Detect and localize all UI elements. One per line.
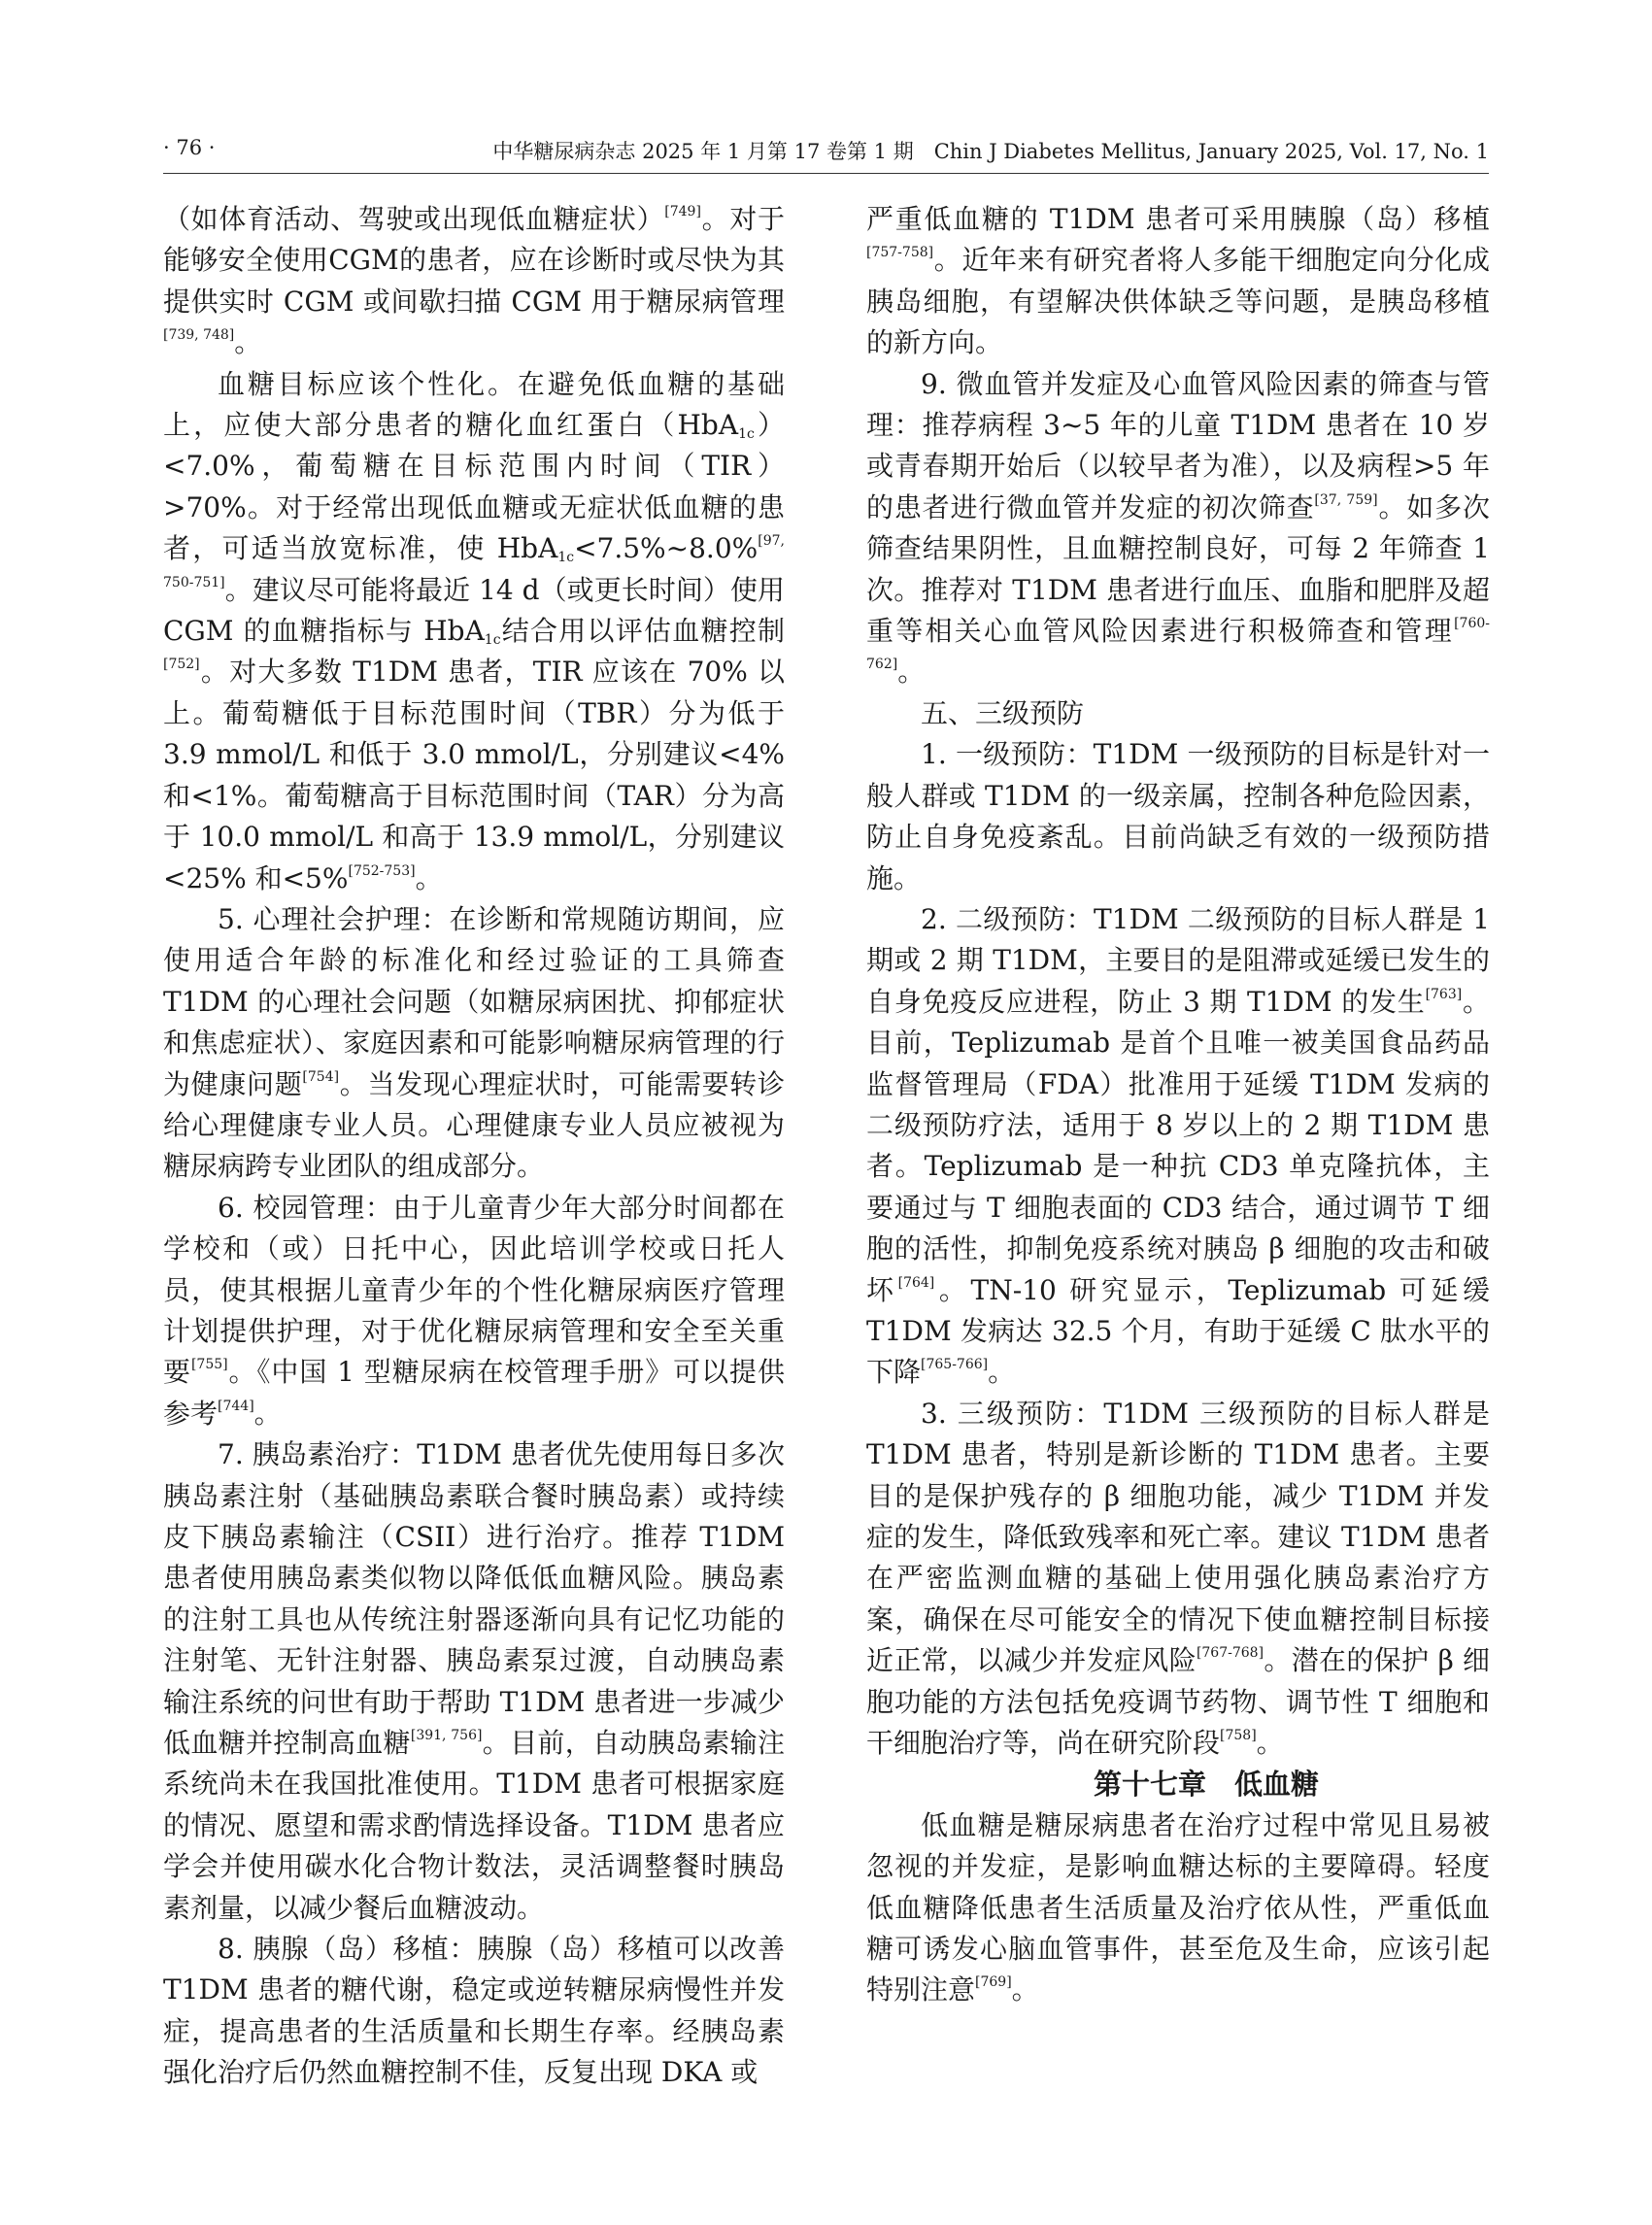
citation[interactable]: [749] [664, 204, 701, 219]
citation[interactable]: [769] [975, 1974, 1012, 1991]
page-number: · 76 · [163, 136, 216, 159]
paragraph: 低血糖是糖尿病患者在治疗过程中常见且易被忽视的并发症，是影响血糖达标的主要障碍。轻度低血糖降低患者生活质量及治疗依从性，严重低血糖可诱发心脑血管事件，甚至危及生命，应该引起特别注意[769]。 [866, 1808, 1490, 2006]
paragraph: 严重低血糖的 T1DM 患者可采用胰腺（岛）移植[757-758]。近年来有研究者将人多能干细胞定向分化成胰岛细胞，有望解决供体缺乏等问题，是胰岛移植的新方向。 [866, 203, 1490, 359]
journal-citation: 中华糖尿病杂志 2025 年 1 月第 17 卷第 1 期 Chin J Diabetes Mellitus, January 2025, Vol. 17, No. 1 [492, 140, 1489, 163]
chapter-title: 第十七章 低血糖 [1093, 1768, 1319, 1802]
paragraph: 1. 一级预防：T1DM 一级预防的目标是针对一般人群或 T1DM 的一级亲属，控制各种危险因素，防止自身免疫紊乱。目前尚缺乏有效的一级预防措施。 [866, 738, 1490, 894]
citation[interactable]: [755] [190, 1357, 228, 1373]
citation[interactable]: [754] [302, 1068, 340, 1085]
running-header [163, 136, 1489, 169]
citation[interactable]: [37, 759] [1314, 491, 1378, 508]
paragraph: 血糖目标应该个性化。在避免低血糖的基础上，应使大部分患者的糖化血红蛋白（HbA$_{1c}$）<7.0%，葡萄糖在目标范围内时间（TIR）>70%。对于经常出现低血糖或无症状低血糖的患者，可适当放宽标准，使 HbA$_{1c}$<7.5%~8.0%[97, 750-751]。建议尽可能将最近 14 d（或更长时间）使用 CGM 的血糖指标与 HbA$_{1c}$结合用以评估血糖控制[752]。对大多数 T1DM 患者，TIR 应该在 70% 以上。葡萄糖低于目标范围时间（TBR）分为低于 3.9 mmol/L 和低于 3.0 mmol/L，分别建议<4% 和<1%。葡萄糖高于目标范围时间（TAR）分为高于 10.0 mmol/L 和高于 13.9 mmol/L，分别建议<25% 和<5%[752-753]。 [163, 367, 785, 894]
paragraph: 5. 心理社会护理：在诊断和常规随访期间，应使用适合年龄的标准化和经过验证的工具筛查 T1DM 的心理社会问题（如糖尿病困扰、抑郁症状和焦虑症状）、家庭因素和可能影响糖尿病管理的行为健康问题[754]。当发现心理症状时，可能需要转诊给心理健康专业人员。心理健康专业人员应被视为糖尿病跨专业团队的组成部分。 [163, 902, 785, 1183]
section-heading: 五、三级预防 [921, 696, 1085, 729]
citation[interactable]: [767-768] [1196, 1645, 1264, 1662]
citation[interactable]: [763] [1425, 986, 1463, 1002]
citation[interactable]: [744] [218, 1398, 254, 1414]
citation[interactable]: [752] [163, 657, 200, 673]
paragraph: 2. 二级预防：T1DM 二级预防的目标人群是 1 期或 2 期 T1DM，主要目的是阻滞或延缓已发生的自身免疫反应进程，防止 3 期 T1DM 的发生[763]。目前，Teplizumab 是首个且唯一被美国食品药品监督管理局（FDA）批准用于延缓 T1DM 发病的二级预防疗法，适用于 8 岁以上的 2 期 T1DM 患者。Teplizumab 是一种抗 CD3 单克隆抗体，主要通过与 T 细胞表面的 CD3 结合，通过调节 T 细胞的活性，抑制免疫系统对胰岛 β 细胞的攻击和破坏[764]。TN-10 研究显示，Teplizumab 可延缓 T1DM 发病达 32.5 个月，有助于延缓 C 肽水平的下降[765-766]。 [866, 902, 1490, 1389]
citation[interactable]: [97, 750-751] [163, 533, 785, 590]
right-column [866, 199, 1490, 2011]
header-rule [163, 173, 1489, 174]
citation[interactable]: [765-766] [921, 1357, 989, 1373]
citation[interactable]: [760-762] [866, 616, 1490, 673]
paragraph: 8. 胰腺（岛）移植：胰腺（岛）移植可以改善 T1DM 患者的糖代谢，稳定或逆转糖尿病慢性并发症，提高患者的生活质量和长期生存率。经胰岛素强化治疗后仍然血糖控制不佳，反复出现 DKA 或 [163, 1933, 785, 2089]
citation[interactable]: [764] [897, 1274, 935, 1291]
paragraph: 7. 胰岛素治疗：T1DM 患者优先使用每日多次胰岛素注射（基础胰岛素联合餐时胰岛素）或持续皮下胰岛素输注（CSII）进行治疗。推荐 T1DM 患者使用胰岛素类似物以降低低血糖风险。胰岛素的注射工具也从传统注射器逐渐向具有记忆功能的注射笔、无针注射器、胰岛素泵过渡，自动胰岛素输注系统的问世有助于帮助 T1DM 患者进一步减少低血糖并控制高血糖[391, 756]。目前，自动胰岛素输注系统尚未在我国批准使用。T1DM 患者可根据家庭的情况、愿望和需求酌情选择设备。T1DM 患者应学会并使用碳水化合物计数法，灵活调整餐时胰岛素剂量，以减少餐后血糖波动。 [163, 1438, 785, 1924]
left-column [163, 199, 785, 2094]
citation[interactable]: [391, 756] [410, 1728, 483, 1744]
paragraph: 9. 微血管并发症及心血管风险因素的筛查与管理：推荐病程 3~5 年的儿童 T1DM 患者在 10 岁或青春期开始后（以较早者为准），以及病程>5 年的患者进行微血管并发症的初次筛查[37, 759]。如多次筛查结果阴性，且血糖控制良好，可每 2 年筛查 1 次。推荐对 T1DM 患者进行血压、血脂和肥胖及超重等相关心血管风险因素进行积极筛查和管理[760-762]。 [866, 367, 1490, 689]
paragraph: 6. 校园管理：由于儿童青少年大部分时间都在学校和（或）日托中心，因此培训学校或日托人员，使其根据儿童青少年的个性化糖尿病医疗管理计划提供护理，对于优化糖尿病管理和安全至关重要[755]。《中国 1 型糖尿病在校管理手册》可以提供参考[744]。 [163, 1191, 785, 1430]
citation[interactable]: [739, 748] [163, 327, 235, 344]
citation[interactable]: [758] [1220, 1728, 1257, 1744]
citation[interactable]: [757-758] [866, 245, 934, 261]
citation[interactable]: [752-753] [348, 862, 416, 879]
paragraph: 3. 三级预防：T1DM 三级预防的目标人群是 T1DM 患者，特别是新诊断的 T1DM 患者。主要目的是保护残存的 β 细胞功能，减少 T1DM 并发症的发生，降低致残率和死亡率。建议 T1DM 患者在严密监测血糖的基础上使用强化胰岛素治疗方案，确保在尽可能安全的情况下使血糖控制目标接近正常，以减少并发症风险[767-768]。潜在的保护 β 细胞功能的方法包括免疫调节药物、调节性 T 细胞和干细胞治疗等，尚在研究阶段[758]。 [866, 1397, 1490, 1760]
paragraph: （如体育活动、驾驶或出现低血糖症状）[749]。对于能够安全使用CGM的患者，应在诊断时或尽快为其提供实时 CGM 或间歇扫描 CGM 用于糖尿病管理[739, 748]。 [163, 203, 785, 359]
